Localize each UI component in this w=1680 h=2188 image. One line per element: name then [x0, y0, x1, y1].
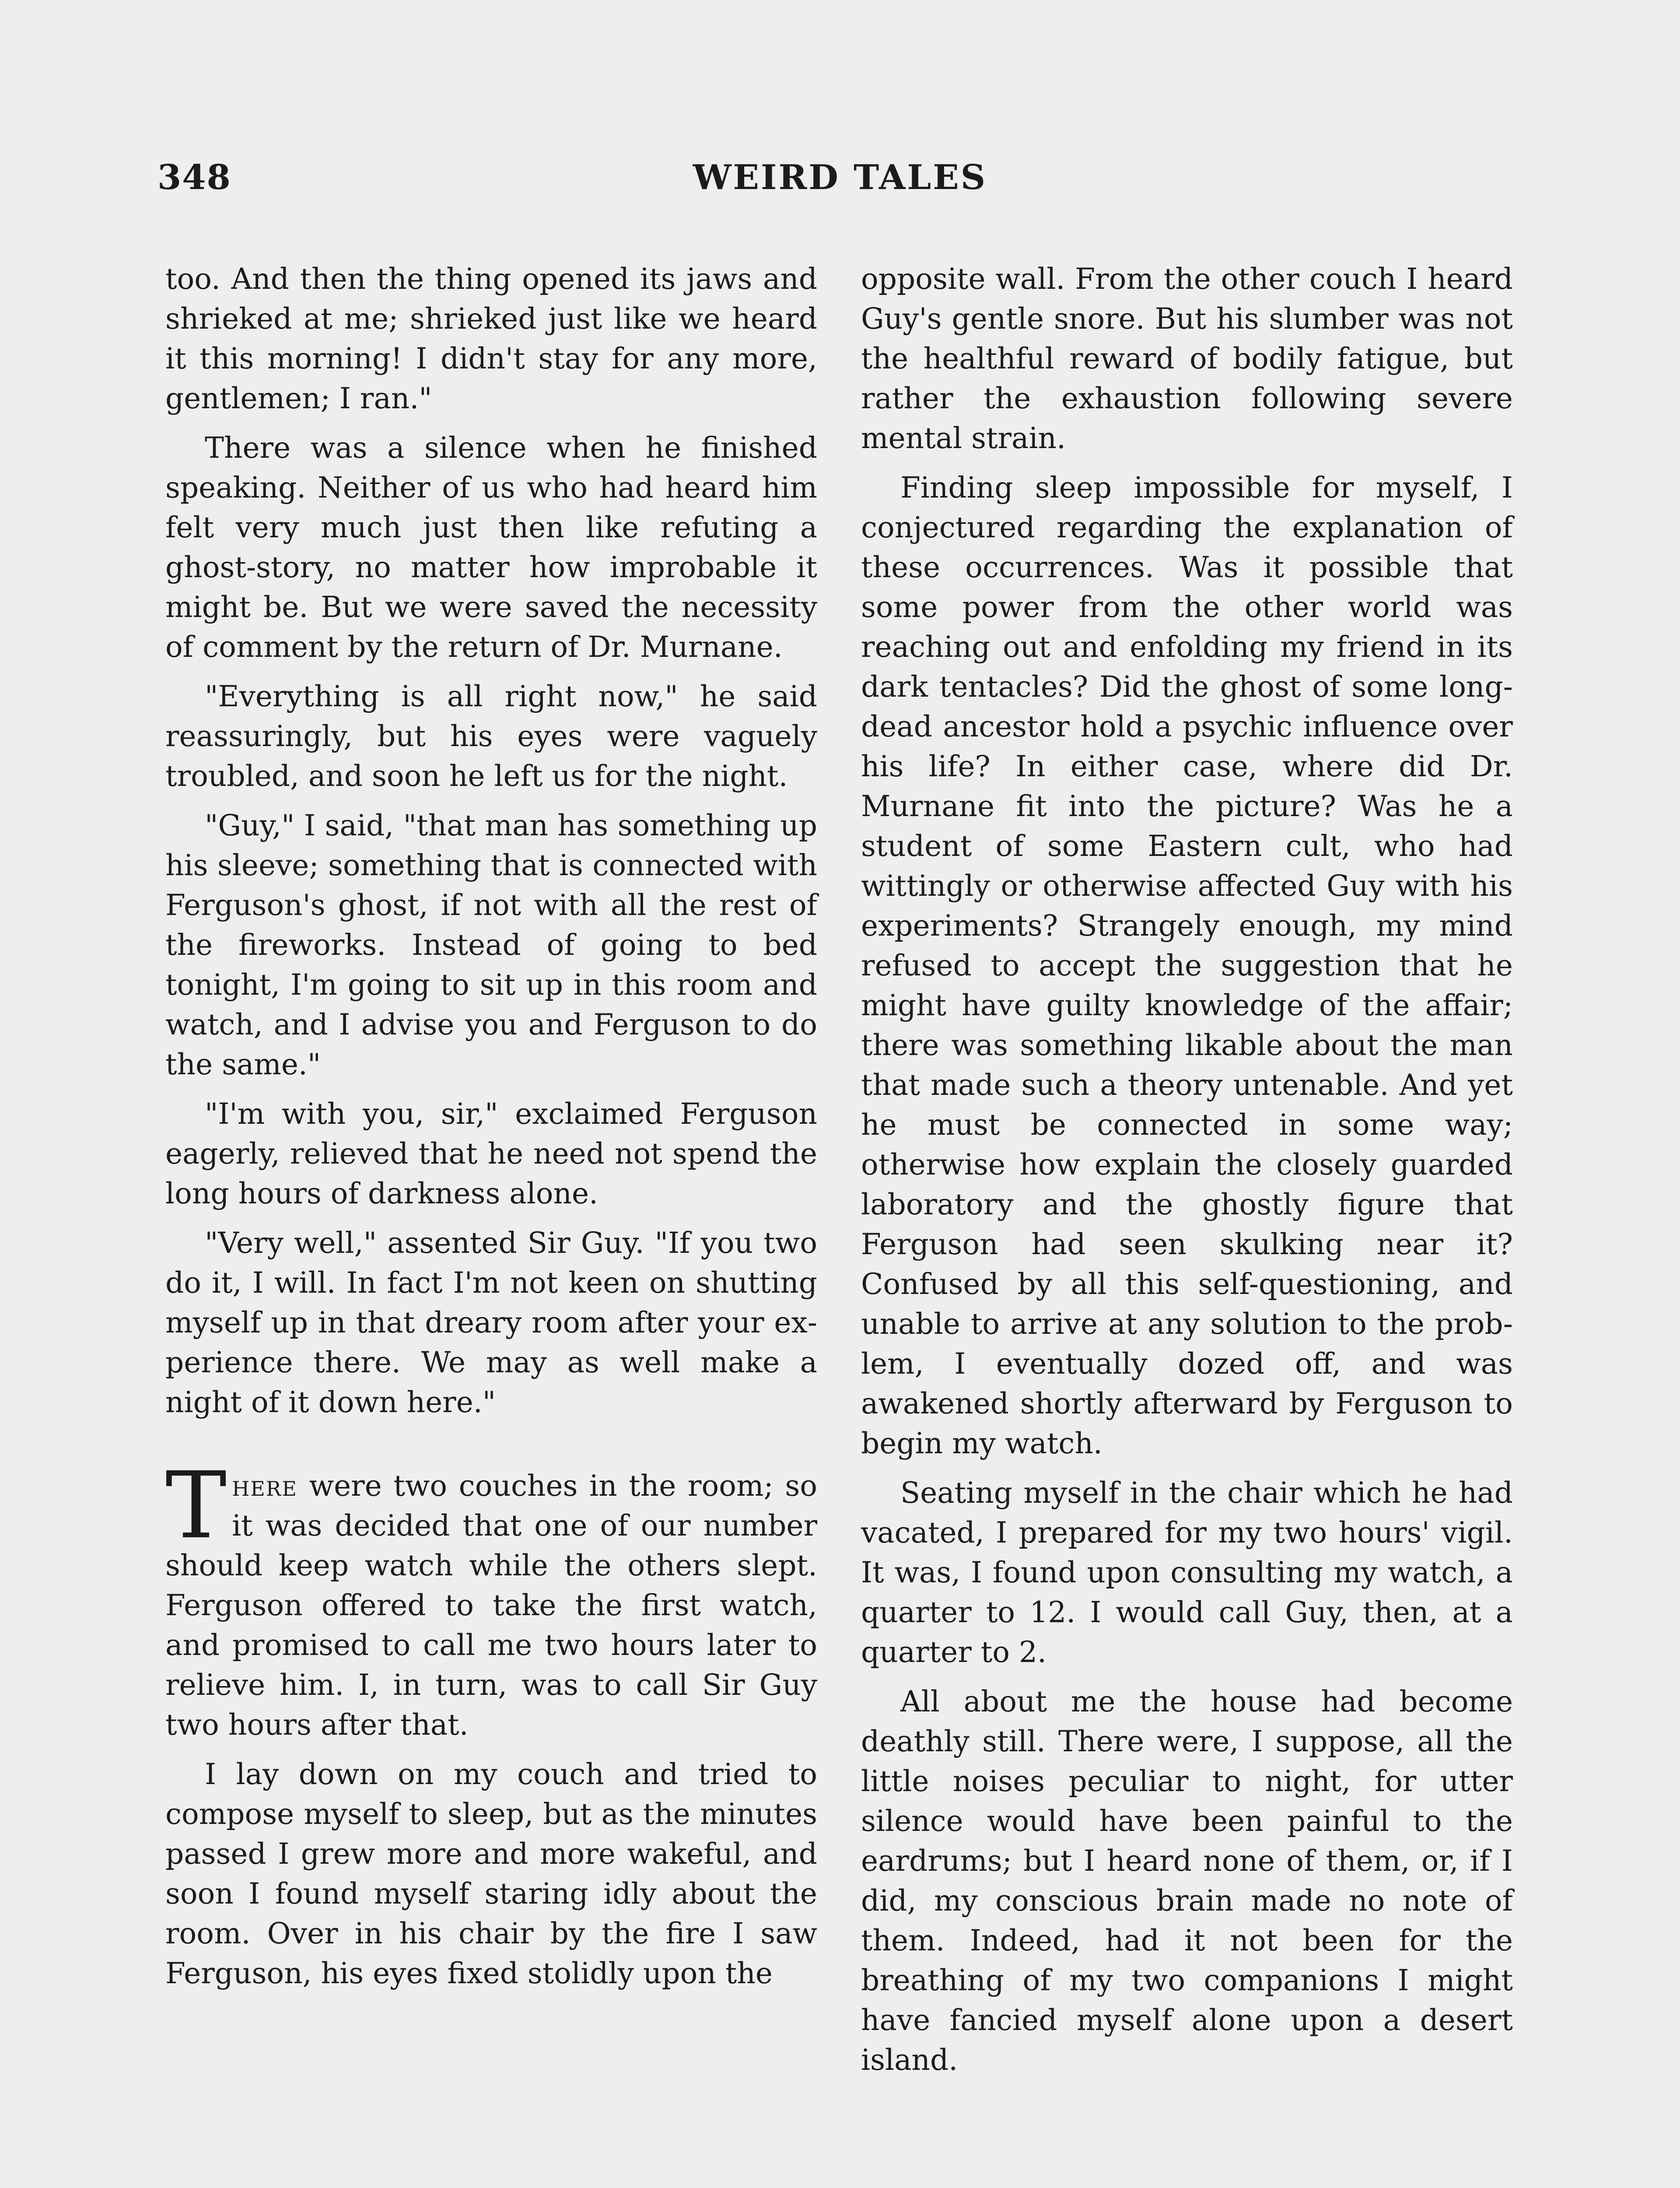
paragraph: opposite wall. From the other couch I heard Guy's gentle snore. But his slumber was not the healthful reward of bodily fatigue, but rather the exhaustion following severe mental strain.: [861, 262, 1513, 455]
left-column: [165, 259, 817, 2003]
paragraph: There was a silence when he finished speaking. Neither of us who had heard him felt very much just then like refuting a ghost-story, no matter how improbable it might be. But we were saved the necessity of comment by the return of Dr. Murnane.: [165, 431, 817, 664]
paragraph: too. And then the thing opened its jaws and shrieked at me; shrieked just like we heard it this morning! I didn't stay for any more, gentlemen; I ran.": [165, 262, 817, 415]
paragraph: "Very well," assented Sir Guy. "If you two do it, I will. In fact I'm not keen on shutting myself up in that dreary room after your experience there. We may as well make a night of it down here.": [165, 1226, 817, 1419]
paragraph: I lay down on my couch and tried to compose myself to sleep, but as the minutes passed I grew more and more wakeful, and soon I found myself staring idly about the room. Over in his chair by the fire I saw Ferguson, his eyes fixed stolidly upon the: [165, 1757, 817, 1990]
paragraph: All about me the house had become deathly still. There were, I suppose, all the little noises peculiar to night, for utter silence would have been painful to the eardrums; but I heard none of them, or, if I did, my conscious brain made no note of them. Indeed, had it not been for the breathing of my two companions I might have fancied myself alone upon a desert island.: [861, 1685, 1513, 2077]
drop-cap: T: [165, 1452, 227, 1559]
running-title: WEIRD TALES: [693, 158, 987, 197]
paragraph: "Everything is all right now," he said reassuringly, but his eyes were vaguely troubled, and soon he left us for the night.: [165, 680, 817, 793]
page-number: 348: [158, 158, 231, 197]
paragraph: Seating myself in the chair which he had vacated, I prepared for my two hours' vigil. It was, I found upon consulting my watch, a quarter to 12. I would call Guy, then, at a quarter to 2.: [861, 1476, 1513, 1669]
right-column: [861, 259, 1513, 2090]
section-opening-paragraph: [165, 1452, 817, 1745]
paragraph-text: were two couches in the room; so it was decided that one of our number should keep watch while the others slept. Ferguson offered to take the first watch, and promised to call me two hours later to relieve him. I, in turn, was to call Sir Guy two hours after that.: [165, 1469, 817, 1742]
paragraph: Finding sleep impossible for myself, I conjectured regarding the explanation of these occurrences. Was it possible that some power from the other world was reaching out and enfolding my friend in its dark tentacles? Did the ghost of some long-dead ancestor hold a psychic influence over his life? In either case, where did Dr. Murnane fit into the picture? Was he a student of some Eastern cult, who had wittingly or otherwise affected Guy with his experiments? Strangely enough, my mind refused to accept the suggestion that he might have guilty knowledge of the affair; there was something likable about the man that made such a theory untenable. And yet he must be connected in some way; otherwise how explain the closely guarded laboratory and the ghostly figure that Ferguson had seen skulking near it? Confused by all this self-questioning, and unable to arrive at any solution to the problem, I eventually dozed off, and was awakened shortly afterward by Ferguson to begin my watch.: [861, 471, 1513, 1460]
paragraph: "Guy," I said, "that man has something up his sleeve; something that is connected with Ferguson's ghost, if not with all the rest of the fireworks. Instead of going to bed tonight, I'm going to sit up in this room and watch, and I advise you and Ferguson to do the same.": [165, 809, 817, 1081]
paragraph: "I'm with you, sir," exclaimed Ferguson eagerly, relieved that he need not spend the long hours of darkness alone.: [165, 1097, 817, 1210]
small-caps-lead: here: [232, 1469, 298, 1503]
